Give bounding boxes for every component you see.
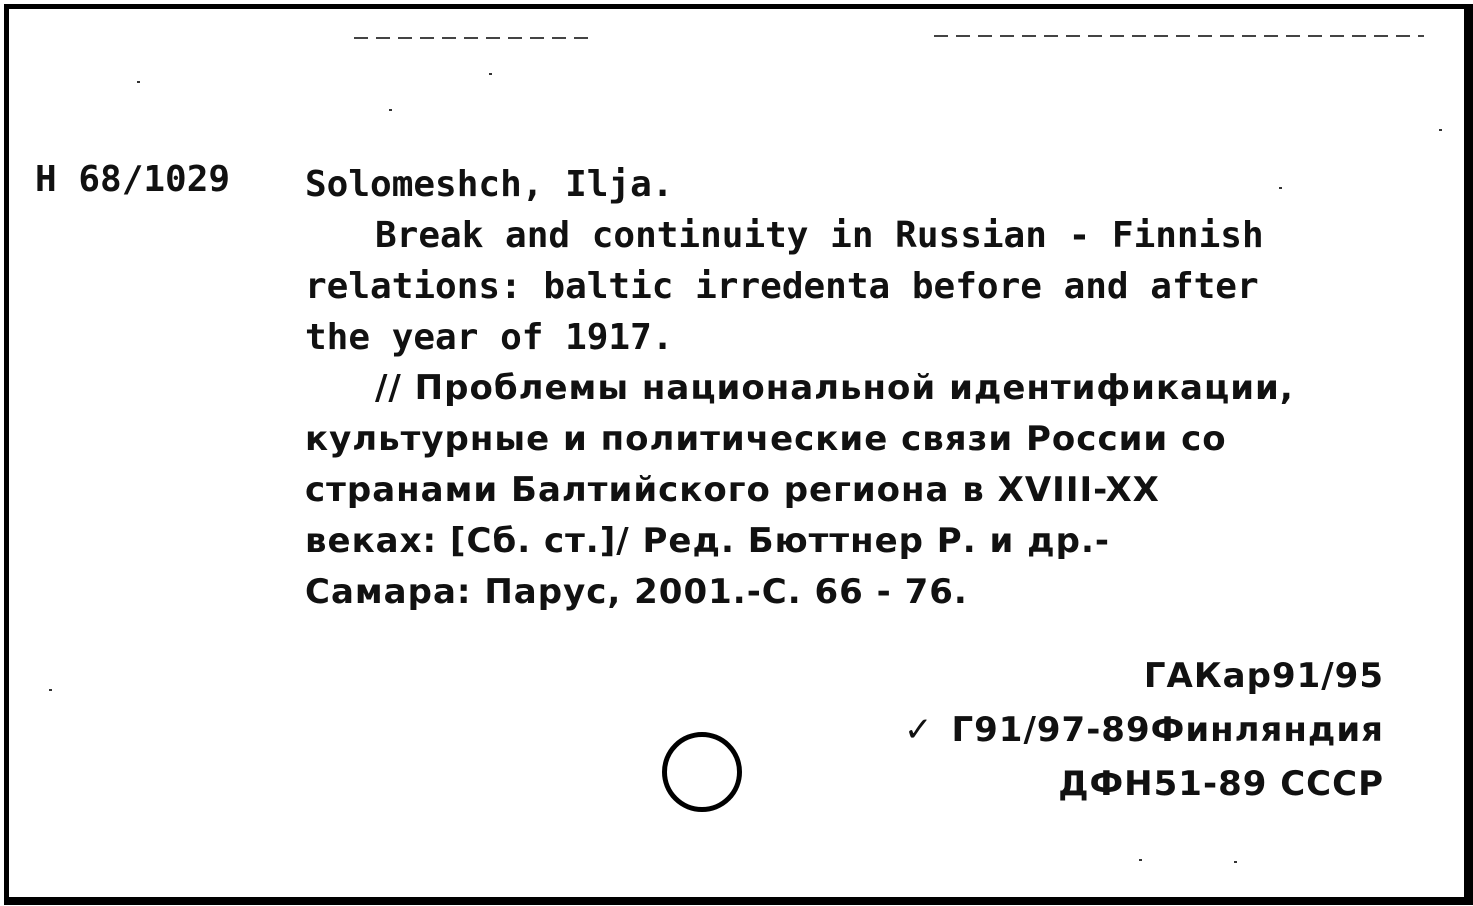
scan-rule-line xyxy=(354,37,594,39)
scan-speck xyxy=(1139,859,1142,861)
source-line: странами Балтийского региона в XVIII-XX xyxy=(305,470,1160,510)
bibliographic-entry xyxy=(305,159,1415,618)
punch-hole-icon xyxy=(662,732,742,812)
title-line: relations: baltic irredenta before and after xyxy=(305,266,1259,307)
scan-speck xyxy=(1234,861,1237,863)
author-line: Solomeshch, Ilja. xyxy=(305,164,674,205)
source-line: // Проблемы национальной идентификации, xyxy=(375,368,1294,408)
classification-code xyxy=(904,703,1384,757)
title-text: Break and continuity in Russian - Finnish xyxy=(375,215,1264,256)
source-line: Самара: Парус, 2001.-С. 66 - 76. xyxy=(305,572,968,612)
scan-speck xyxy=(49,689,52,691)
catalog-card xyxy=(4,4,1473,905)
classification-codes xyxy=(904,649,1384,811)
scan-speck xyxy=(137,81,140,83)
classification-code: ГАКар91/95 xyxy=(1143,656,1384,696)
classification-code-text: Г91/97-89Финляндия xyxy=(951,710,1384,750)
title-line xyxy=(305,210,1415,261)
source-line: культурные и политические связи России со xyxy=(305,419,1227,459)
classification-code: ДФН51-89 СССР xyxy=(1058,764,1384,804)
source-line: веках: [Сб. ст.]/ Ред. Бюттнер Р. и др.- xyxy=(305,521,1110,561)
scan-speck xyxy=(489,73,492,75)
title-line: the year of 1917. xyxy=(305,317,674,358)
shelfmark: H 68/1029 xyxy=(35,159,231,200)
scan-speck xyxy=(1439,129,1442,131)
scan-rule-line xyxy=(934,35,1424,37)
check-mark-icon: ✓ xyxy=(903,710,934,750)
scan-speck xyxy=(389,109,392,111)
